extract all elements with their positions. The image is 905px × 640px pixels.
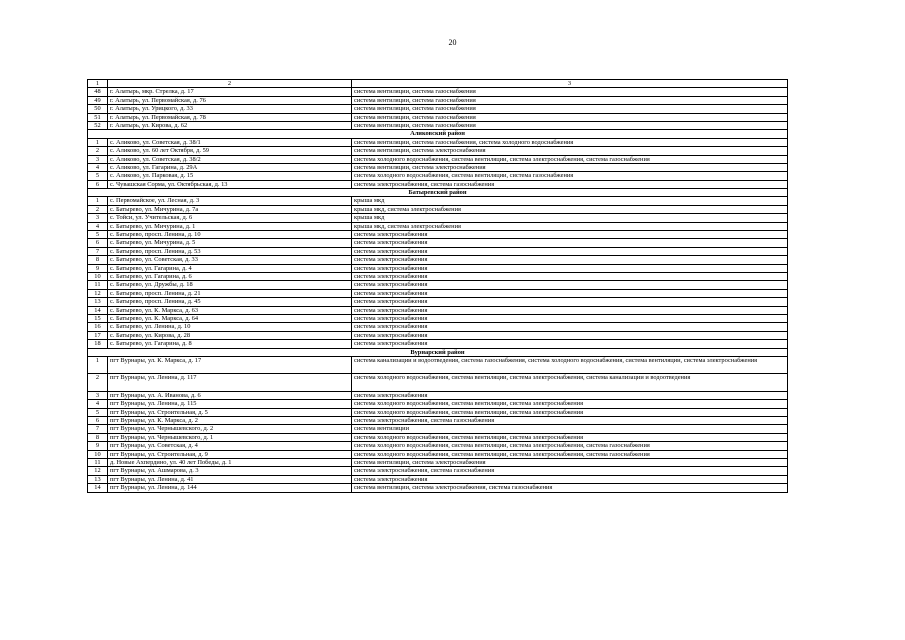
row-systems: система холодного водоснабжения, система вентиляции, система газоснабжения <box>352 172 788 180</box>
table-row <box>88 331 788 339</box>
row-address: с. Батырево, ул. Гагарина, д. 4 <box>108 264 352 272</box>
row-address: с. Батырево, ул. К. Маркса, д. 63 <box>108 306 352 314</box>
row-systems: система холодного водоснабжения, система вентиляции, система электроснабжения <box>352 400 788 408</box>
table-row <box>88 289 788 297</box>
table-row <box>88 306 788 314</box>
row-address: с. Аликово, ул. Советская, д. 38/1 <box>108 138 352 146</box>
row-address: с. Батырево, ул. Гагарина, д. 8 <box>108 340 352 348</box>
table-row <box>88 450 788 458</box>
row-systems: система холодного водоснабжения, система вентиляции, система электроснабжения, система газоснабжения <box>352 450 788 458</box>
row-number: 10 <box>88 272 108 280</box>
row-systems: система электроснабжения <box>352 264 788 272</box>
row-systems: система холодного водоснабжения, система вентиляции, система электроснабжения, система газоснабжения <box>352 442 788 450</box>
row-number: 12 <box>88 467 108 475</box>
row-address: с. Батырево, ул. К. Маркса, д. 64 <box>108 314 352 322</box>
row-address: д. Новые Ахпердино, ул. 40 лет Победы, д. 1 <box>108 459 352 467</box>
table-row <box>88 298 788 306</box>
table-row <box>88 442 788 450</box>
row-address: с. Первомайское, ул. Лесная, д. 3 <box>108 197 352 205</box>
table-row <box>88 475 788 483</box>
row-systems: крыша мкд <box>352 197 788 205</box>
table-row <box>88 417 788 425</box>
row-number: 8 <box>88 433 108 441</box>
row-number: 16 <box>88 323 108 331</box>
table-row <box>88 281 788 289</box>
row-number: 4 <box>88 163 108 171</box>
row-systems: система электроснабжения <box>352 281 788 289</box>
row-number: 4 <box>88 400 108 408</box>
row-address: пгт Вурнары, ул. Ленина, д. 115 <box>108 400 352 408</box>
row-systems: система канализации и водоотведения, система газоснабжения, система холодного водоснабжения, система вентиляции, система электроснабжения <box>352 356 788 373</box>
page-number: 20 <box>448 38 457 47</box>
row-address: с. Батырево, ул. Мичурина, д. 7а <box>108 205 352 213</box>
row-address: г. Алатырь, ул. Кирова, д. 62 <box>108 121 352 129</box>
table-row <box>88 256 788 264</box>
district-header-row <box>88 189 788 197</box>
row-number: 5 <box>88 408 108 416</box>
row-address: пгт Вурнары, ул. Чернышевского, д. 2 <box>108 425 352 433</box>
row-address: с. Батырево, ул. Советская, д. 33 <box>108 256 352 264</box>
row-number: 13 <box>88 298 108 306</box>
row-systems: система вентиляции, система газоснабжения <box>352 105 788 113</box>
row-address: с. Батырево, просп. Ленина, д. 10 <box>108 231 352 239</box>
district-title: Аликовский район <box>88 130 788 138</box>
table-row <box>88 400 788 408</box>
table-row <box>88 163 788 171</box>
row-number: 9 <box>88 264 108 272</box>
row-address: пгт Вурнары, ул. К. Маркса, д. 2 <box>108 417 352 425</box>
row-systems: система вентиляции <box>352 425 788 433</box>
row-number: 2 <box>88 373 108 391</box>
row-systems: система электроснабжения <box>352 306 788 314</box>
row-address: с. Тойси, ул. Учительская, д. 6 <box>108 214 352 222</box>
row-number: 7 <box>88 425 108 433</box>
row-number: 10 <box>88 450 108 458</box>
registry-body <box>88 80 788 493</box>
row-number: 48 <box>88 88 108 96</box>
row-systems: система электроснабжения <box>352 314 788 322</box>
row-number: 12 <box>88 289 108 297</box>
row-systems: система вентиляции, система газоснабжения <box>352 121 788 129</box>
row-address: с. Батырево, ул. Гагарина, д. 6 <box>108 272 352 280</box>
row-address: г. Алатырь, мкр. Стрелка, д. 17 <box>108 88 352 96</box>
row-systems: система электроснабжения <box>352 475 788 483</box>
table-row <box>88 425 788 433</box>
table-row <box>88 222 788 230</box>
row-systems: система вентиляции, система газоснабжения <box>352 113 788 121</box>
registry-table <box>87 79 788 493</box>
row-systems: система холодного водоснабжения, система вентиляции, система электроснабжения, система газоснабжения <box>352 155 788 163</box>
table-row <box>88 214 788 222</box>
table-row <box>88 172 788 180</box>
row-address: пгт Вурнары, ул. К. Маркса, д. 17 <box>108 356 352 373</box>
row-number: 14 <box>88 306 108 314</box>
row-number: 11 <box>88 281 108 289</box>
row-systems: система электроснабжения <box>352 239 788 247</box>
table-row <box>88 272 788 280</box>
row-number: 3 <box>88 155 108 163</box>
row-address: с. Батырево, ул. Мичурина, д. 1 <box>108 222 352 230</box>
row-systems: система электроснабжения <box>352 272 788 280</box>
row-systems: система вентиляции, система электроснабжения <box>352 147 788 155</box>
row-number: 5 <box>88 172 108 180</box>
row-number: 8 <box>88 256 108 264</box>
row-number: 1 <box>88 356 108 373</box>
row-systems: система вентиляции, система электроснабжения, система газоснабжения <box>352 484 788 492</box>
row-number: 49 <box>88 96 108 104</box>
row-address: пгт Вурнары, ул. Строительная, д. 9 <box>108 450 352 458</box>
row-number: 7 <box>88 247 108 255</box>
table-row <box>88 105 788 113</box>
row-number: 2 <box>88 205 108 213</box>
row-address: с. Батырево, ул. Ленина, д. 10 <box>108 323 352 331</box>
table-row <box>88 88 788 96</box>
row-number: 13 <box>88 475 108 483</box>
row-address: с. Аликово, ул. Советская, д. 38/2 <box>108 155 352 163</box>
table-row <box>88 155 788 163</box>
row-address: с. Батырево, ул. Кирова, д. 28 <box>108 331 352 339</box>
table-row <box>88 356 788 373</box>
column-header-address: 2 <box>108 80 352 88</box>
row-address: пгт Вурнары, ул. Строительная, д. 5 <box>108 408 352 416</box>
table-row <box>88 96 788 104</box>
row-address: г. Алатырь, ул. Первомайская, д. 76 <box>108 96 352 104</box>
row-number: 51 <box>88 113 108 121</box>
row-address: с. Батырево, просп. Ленина, д. 21 <box>108 289 352 297</box>
table-row <box>88 314 788 322</box>
row-address: с. Батырево, просп. Ленина, д. 53 <box>108 247 352 255</box>
row-systems: система электроснабжения, система газоснабжения <box>352 180 788 188</box>
table-row <box>88 433 788 441</box>
district-header-row <box>88 348 788 356</box>
row-number: 1 <box>88 138 108 146</box>
row-systems: система вентиляции, система газоснабжения, система холодного водоснабжения <box>352 138 788 146</box>
row-systems: система вентиляции, система электроснабжения <box>352 163 788 171</box>
table-row <box>88 247 788 255</box>
table-row <box>88 323 788 331</box>
table-row <box>88 391 788 399</box>
table-row <box>88 197 788 205</box>
table-row <box>88 264 788 272</box>
row-address: с. Аликово, ул. Парковая, д. 15 <box>108 172 352 180</box>
table-row <box>88 113 788 121</box>
column-header-row <box>88 80 788 88</box>
table-row <box>88 373 788 391</box>
row-systems: система электроснабжения <box>352 231 788 239</box>
row-address: пгт Вурнары, ул. Советская, д. 4 <box>108 442 352 450</box>
district-title: Батыревский район <box>88 189 788 197</box>
column-header-number: 1 <box>88 80 108 88</box>
row-address: пгт Вурнары, ул. Ленина, д. 144 <box>108 484 352 492</box>
row-address: с. Аликово, ул. 60 лет Октября, д. 59 <box>108 147 352 155</box>
table-row <box>88 467 788 475</box>
row-systems: система электроснабжения <box>352 331 788 339</box>
row-number: 9 <box>88 442 108 450</box>
row-address: пгт Вурнары, ул. Чернышевского, д. 1 <box>108 433 352 441</box>
row-number: 52 <box>88 121 108 129</box>
row-number: 17 <box>88 331 108 339</box>
row-address: г. Алатырь, ул. Урицкого, д. 33 <box>108 105 352 113</box>
row-systems: система электроснабжения <box>352 298 788 306</box>
row-address: с. Батырево, ул. Дружбы, д. 18 <box>108 281 352 289</box>
table-row <box>88 138 788 146</box>
table-row <box>88 147 788 155</box>
row-systems: система электроснабжения <box>352 340 788 348</box>
row-address: с. Чувашская Сорма, ул. Октябрьская, д. 13 <box>108 180 352 188</box>
row-address: г. Алатырь, ул. Первомайская, д. 78 <box>108 113 352 121</box>
row-systems: система вентиляции, система газоснабжения <box>352 88 788 96</box>
row-systems: система электроснабжения, система газоснабжения <box>352 417 788 425</box>
row-systems: крыша мкд, система электроснабжения <box>352 205 788 213</box>
row-systems: система электроснабжения, система газоснабжения <box>352 467 788 475</box>
table-row <box>88 340 788 348</box>
column-header-systems: 3 <box>352 80 788 88</box>
row-number: 3 <box>88 391 108 399</box>
row-systems: крыша мкд, система электроснабжения <box>352 222 788 230</box>
row-number: 11 <box>88 459 108 467</box>
row-systems: система электроснабжения <box>352 256 788 264</box>
row-address: пгт Вурнары, ул. Ашмарова, д. 3 <box>108 467 352 475</box>
row-systems: система электроснабжения <box>352 247 788 255</box>
table-row <box>88 408 788 416</box>
row-address: с. Аликово, ул. Гагарина, д. 29А <box>108 163 352 171</box>
district-header-row <box>88 130 788 138</box>
row-address: пгт Вурнары, ул. Ленина, д. 117 <box>108 373 352 391</box>
row-systems: система холодного водоснабжения, система вентиляции, система электроснабжения <box>352 433 788 441</box>
row-systems: система электроснабжения <box>352 391 788 399</box>
row-number: 18 <box>88 340 108 348</box>
row-address: с. Батырево, ул. Мичурина, д. 5 <box>108 239 352 247</box>
row-number: 6 <box>88 417 108 425</box>
row-address: с. Батырево, просп. Ленина, д. 45 <box>108 298 352 306</box>
row-number: 4 <box>88 222 108 230</box>
district-title: Вурнарский район <box>88 348 788 356</box>
table-row <box>88 180 788 188</box>
row-number: 2 <box>88 147 108 155</box>
row-address: пгт Вурнары, ул. Ленина, д. 41 <box>108 475 352 483</box>
table-row <box>88 205 788 213</box>
table-row <box>88 459 788 467</box>
table-row <box>88 231 788 239</box>
row-systems: система холодного водоснабжения, система вентиляции, система электроснабжения, система канализации и водоотведения <box>352 373 788 391</box>
row-systems: крыша мкд <box>352 214 788 222</box>
table-row <box>88 484 788 492</box>
row-systems: система электроснабжения <box>352 323 788 331</box>
row-systems: система электроснабжения <box>352 289 788 297</box>
row-number: 6 <box>88 180 108 188</box>
row-number: 50 <box>88 105 108 113</box>
row-address: пгт Вурнары, ул. А. Иванова, д. 6 <box>108 391 352 399</box>
row-number: 6 <box>88 239 108 247</box>
row-systems: система холодного водоснабжения, система вентиляции, система электроснабжения <box>352 408 788 416</box>
row-number: 15 <box>88 314 108 322</box>
row-number: 5 <box>88 231 108 239</box>
row-number: 14 <box>88 484 108 492</box>
row-systems: система вентиляции, система электроснабжения <box>352 459 788 467</box>
table-row <box>88 121 788 129</box>
table-row <box>88 239 788 247</box>
row-systems: система вентиляции, система газоснабжения <box>352 96 788 104</box>
row-number: 3 <box>88 214 108 222</box>
row-number: 1 <box>88 197 108 205</box>
